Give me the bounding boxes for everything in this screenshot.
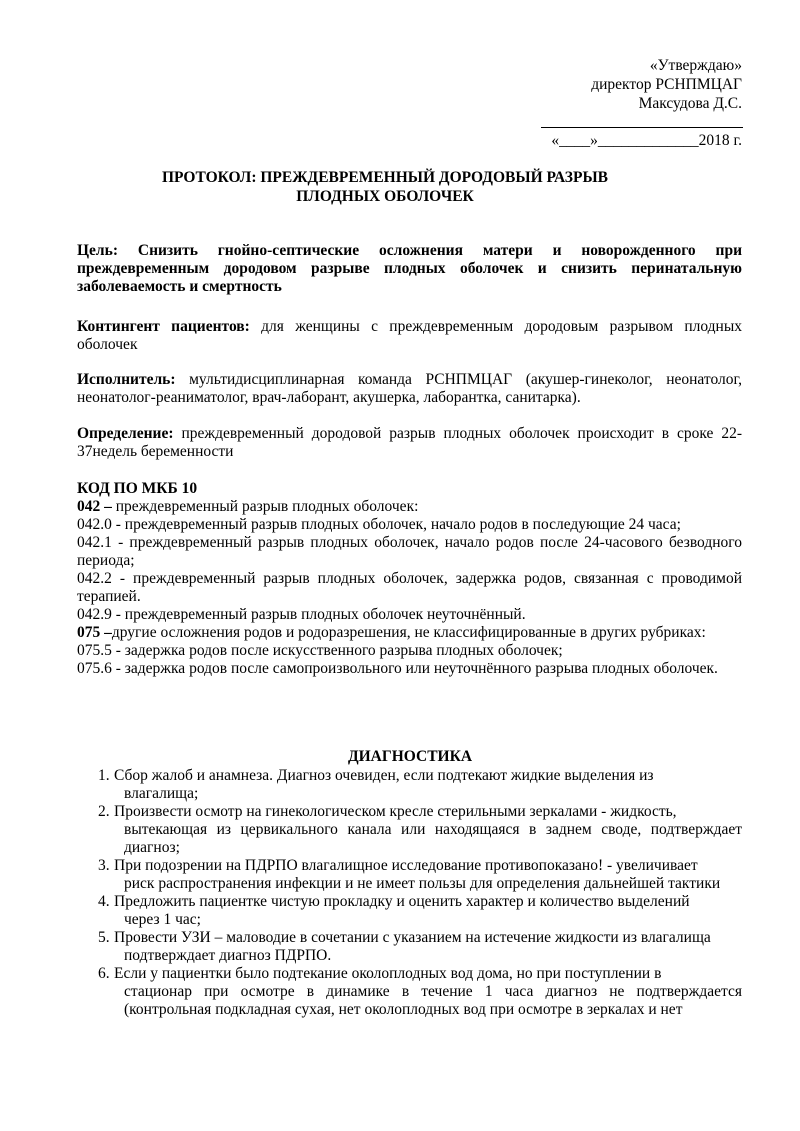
definition-paragraph (77, 425, 742, 461)
goal-text: Снизить гнойно-септические осложнения матери и новорожденного при преждевременным дородовом разрыве плодных оболочек и снизить перинатальную заболеваемость и смертность (77, 242, 742, 295)
icd-item: 042.9 - преждевременный разрыв плодных оболочек неуточнённый. (77, 606, 526, 623)
executor-text: мультидисциплинарная команда РСНПМЦАГ (акушер-гинеколог, неонатолог, неонатолог-реаниматолог, врач-лаборант, акушерка, лаборантка, санитарка). (77, 371, 742, 406)
icd-code: 075 – (77, 624, 112, 641)
item-text: Произвести осмотр на гинекологическом кресле стерильными зеркалами - жидкость, (114, 803, 677, 820)
item-text-cont: вытекающая из цервикального канала или находящаяся в заднем своде, подтверждает диагноз; (124, 821, 742, 856)
approval-block (591, 56, 742, 113)
item-number: 2. (98, 803, 110, 820)
icd-section (77, 480, 742, 678)
diagnostics-list (98, 767, 742, 1019)
icd-item: 075.6 - задержка родов после самопроизвольного или неуточнённого разрыва плодных оболочек. (77, 660, 718, 677)
item-text: При подозрении на ПДРПО влагалищное исследование противопоказано! - увеличивает (114, 857, 698, 874)
approval-heading: «Утверждаю» (649, 57, 742, 74)
signature-line (541, 127, 743, 128)
item-text: Предложить пациентке чистую прокладку и оценить характер и количество выделений (114, 893, 690, 910)
list-item (98, 965, 742, 1019)
list-item (98, 857, 742, 893)
icd-item: 042.1 - преждевременный разрыв плодных оболочек, начало родов после 24-часового безводного периода; (77, 534, 742, 569)
item-text: Если у пациентки было подтекание околоплодных вод дома, но при поступлении в (114, 965, 662, 982)
list-item (98, 767, 742, 803)
approval-date: «____»_____________2018 г. (551, 132, 742, 149)
icd-code: 042 – (77, 498, 112, 515)
item-text-cont: через 1 час; (124, 911, 201, 928)
definition-label: Определение: (77, 425, 174, 442)
item-number: 5. (98, 929, 110, 946)
list-item (98, 893, 742, 929)
icd-item (77, 624, 742, 642)
executor-label: Исполнитель: (77, 371, 176, 388)
approval-name: Максудова Д.С. (638, 95, 742, 112)
icd-item: 075.5 - задержка родов после искусственного разрыва плодных оболочек; (77, 642, 563, 659)
item-text: Сбор жалоб и анамнеза. Диагноз очевиден, если подтекают жидкие выделения из (114, 767, 654, 784)
definition-text: преждевременный дородовой разрыв плодных оболочек происходит в сроке 22-37недель беременности (77, 425, 743, 460)
goal-label: Цель: (77, 242, 118, 259)
item-number: 1. (98, 767, 110, 784)
approval-position: директор РСНПМЦАГ (591, 76, 742, 93)
diagnostics-heading: ДИАГНОСТИКА (347, 748, 473, 765)
icd-item: 042.0 - преждевременный разрыв плодных оболочек, начало родов в последующие 24 часа; (77, 516, 681, 533)
item-number: 6. (98, 965, 110, 982)
icd-text: преждевременный разрыв плодных оболочек: (111, 498, 419, 515)
title-line-1: ПРОТОКОЛ: ПРЕЖДЕВРЕМЕННЫЙ ДОРОДОВЫЙ РАЗРЫВ (161, 169, 609, 186)
icd-item: 042.2 - преждевременный разрыв плодных оболочек, задержка родов, связанная с проводимой терапией. (77, 570, 742, 605)
goal-paragraph (77, 242, 742, 296)
list-item (98, 803, 742, 857)
item-number: 3. (98, 857, 110, 874)
item-text-cont: подтверждает диагноз ПДРПО. (124, 947, 332, 964)
contingent-label: Контингент пациентов: (77, 318, 250, 335)
icd-text: другие осложнения родов и родоразрешения, не классифицированные в других рубриках: (111, 624, 706, 641)
list-item (98, 929, 742, 965)
title-line-2: ПЛОДНЫХ ОБОЛОЧЕК (296, 188, 474, 205)
document-title (0, 168, 770, 206)
contingent-paragraph (77, 318, 742, 354)
icd-item (77, 498, 742, 516)
contingent-text: для женщины с преждевременным дородовым разрывом плодных оболочек (77, 318, 742, 353)
item-text: Провести УЗИ – маловодие в сочетании с указанием на истечение жидкости из влагалища (114, 929, 711, 946)
item-text-cont: влагалища; (124, 785, 199, 802)
item-text-cont: риск распространения инфекции и не имеет пользы для определения дальнейшей тактики (124, 875, 721, 892)
executor-paragraph (77, 371, 742, 407)
item-text-cont: стационар при осмотре в динамике в течение 1 часа диагноз не подтверждается (контрольная подкладная сухая, нет околоплодных вод при осмотре в зеркалах и нет (124, 983, 742, 1018)
icd-heading: КОД ПО МКБ 10 (77, 480, 198, 497)
item-number: 4. (98, 893, 110, 910)
